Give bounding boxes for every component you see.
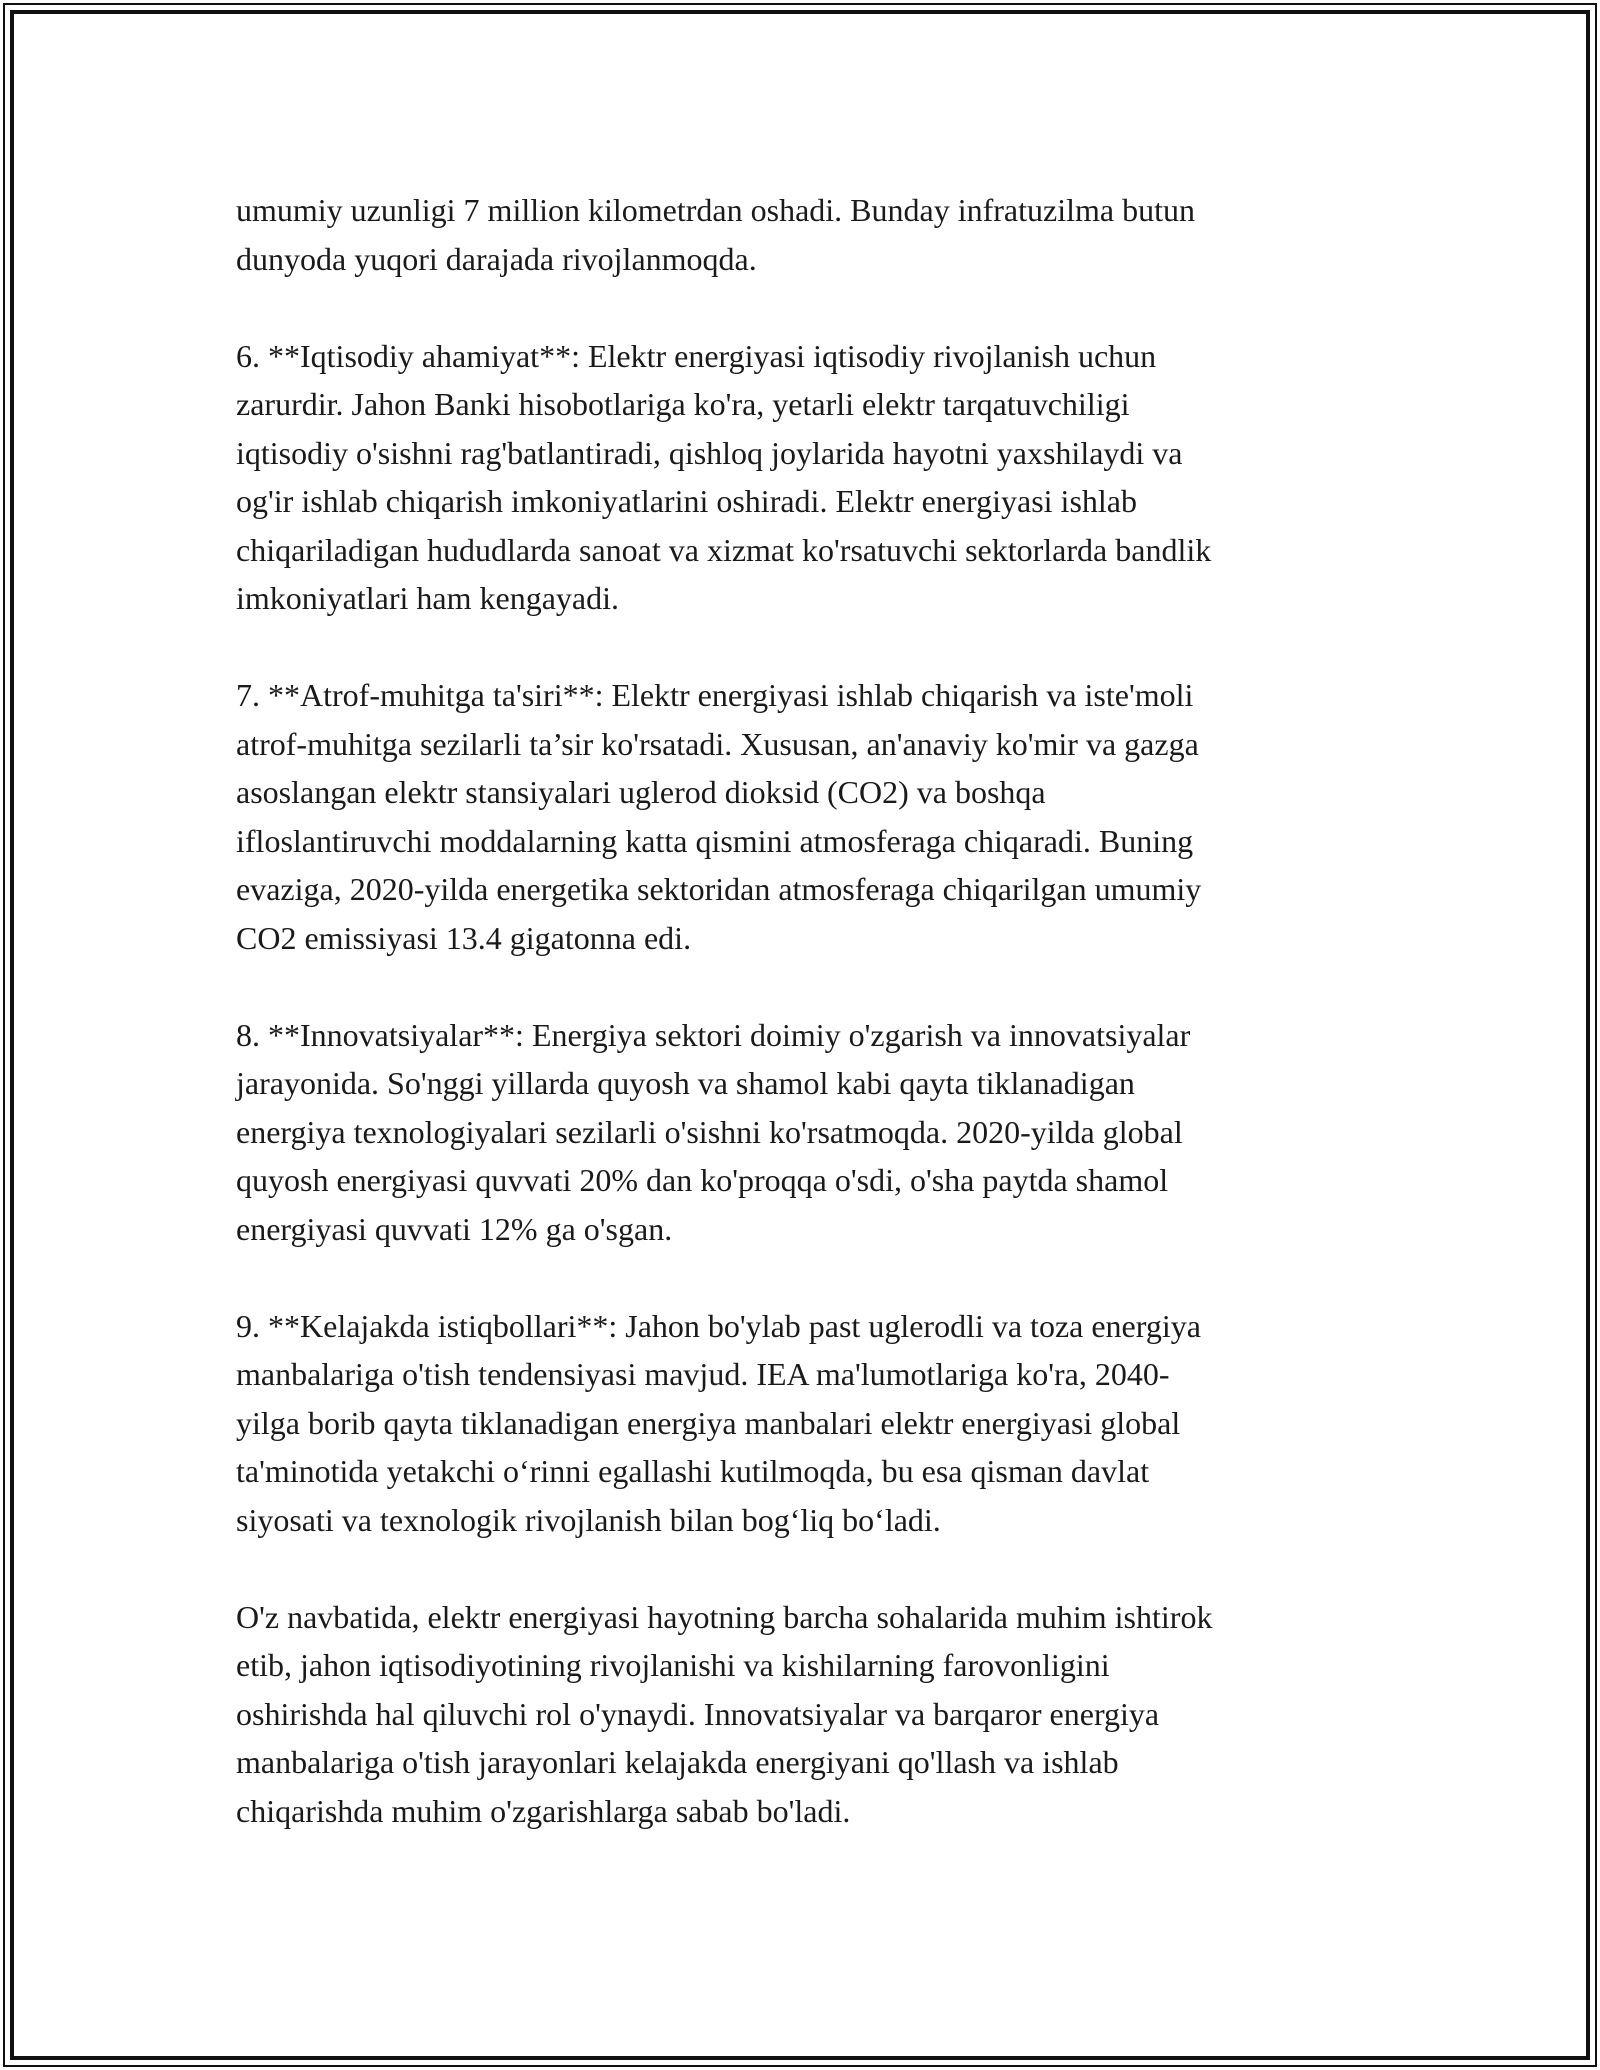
paragraph-conclusion: O'z navbatida, elektr energiyasi hayotning barcha sohalarida muhim ishtirok etib, jahon iqtisodiyotining rivojlanishi va kishilarning farovonligini oshirishda hal qiluvchi rol o'ynaydi. Innovatsiyalar va barqaror energiya manbalariga o'tish jarayonlari kelajakda energiyani qo'llash va ishlab chiqarishda muhim o'zgarishlarga sabab bo'ladi.: [236, 1598, 1213, 1829]
paragraph-innovations: 8. **Innovatsiyalar**: Energiya sektori doimiy o'zgarish va innovatsiyalar jarayonida. So'nggi yillarda quyosh va shamol kabi qayta tiklanadigan energiya texnologiyalari sezilarli o'sishni ko'rsatmoqda. 2020-yilda global quyosh energiyasi quvvati 20% dan ko'proqqa o'sdi, o'sha paytda shamol energiyasi quvvati 12% ga o'sgan.: [236, 1016, 1191, 1247]
paragraph-infrastructure-continuation: umumiy uzunligi 7 million kilometrdan oshadi. Bunday infratuzilma butun dunyoda yuqori darajada rivojlanmoqda.: [236, 192, 1195, 277]
paragraph-future-prospects: 9. **Kelajakda istiqbollari**: Jahon bo'ylab past uglerodli va toza energiya manbalariga o'tish tendensiyasi mavjud. IEA ma'lumotlariga ko'ra, 2040- yilga borib qayta tiklanadigan energiya manbalari elektr energiyasi global ta'minotida yetakchi o‘rinni egallashi kutilmoqda, bu esa qisman davlat siyosati va texnologik rivojlanish bilan bog‘liq bo‘ladi.: [236, 1307, 1201, 1538]
document-body: [236, 186, 1366, 1835]
paragraph-environmental-impact: 7. **Atrof-muhitga ta'siri**: Elektr energiyasi ishlab chiqarish va iste'moli atrof-muhitga sezilarli ta’sir ko'rsatadi. Xususan, an'anaviy ko'mir va gazga asoslangan elektr stansiyalari uglerod dioksid (CO2) va boshqa ifloslantiruvchi moddalarning katta qismini atmosferaga chiqaradi. Buning evaziga, 2020-yilda energetika sektoridan atmosferaga chiqarilgan umumiy CO2 emissiyasi 13.4 gigatonna edi.: [236, 677, 1202, 956]
paragraph-economic-importance: 6. **Iqtisodiy ahamiyat**: Elektr energiyasi iqtisodiy rivojlanish uchun zarurdir. Jahon Banki hisobotlariga ko'ra, yetarli elektr tarqatuvchiligi iqtisodiy o'sishni rag'batlantiradi, qishloq joylarida hayotni yaxshilaydi va og'ir ishlab chiqarish imkoniyatlarini oshiradi. Elektr energiyasi ishlab chiqariladigan hududlarda sanoat va xizmat ko'rsatuvchi sektorlarda bandlik imkoniyatlari ham kengayadi.: [236, 337, 1212, 616]
